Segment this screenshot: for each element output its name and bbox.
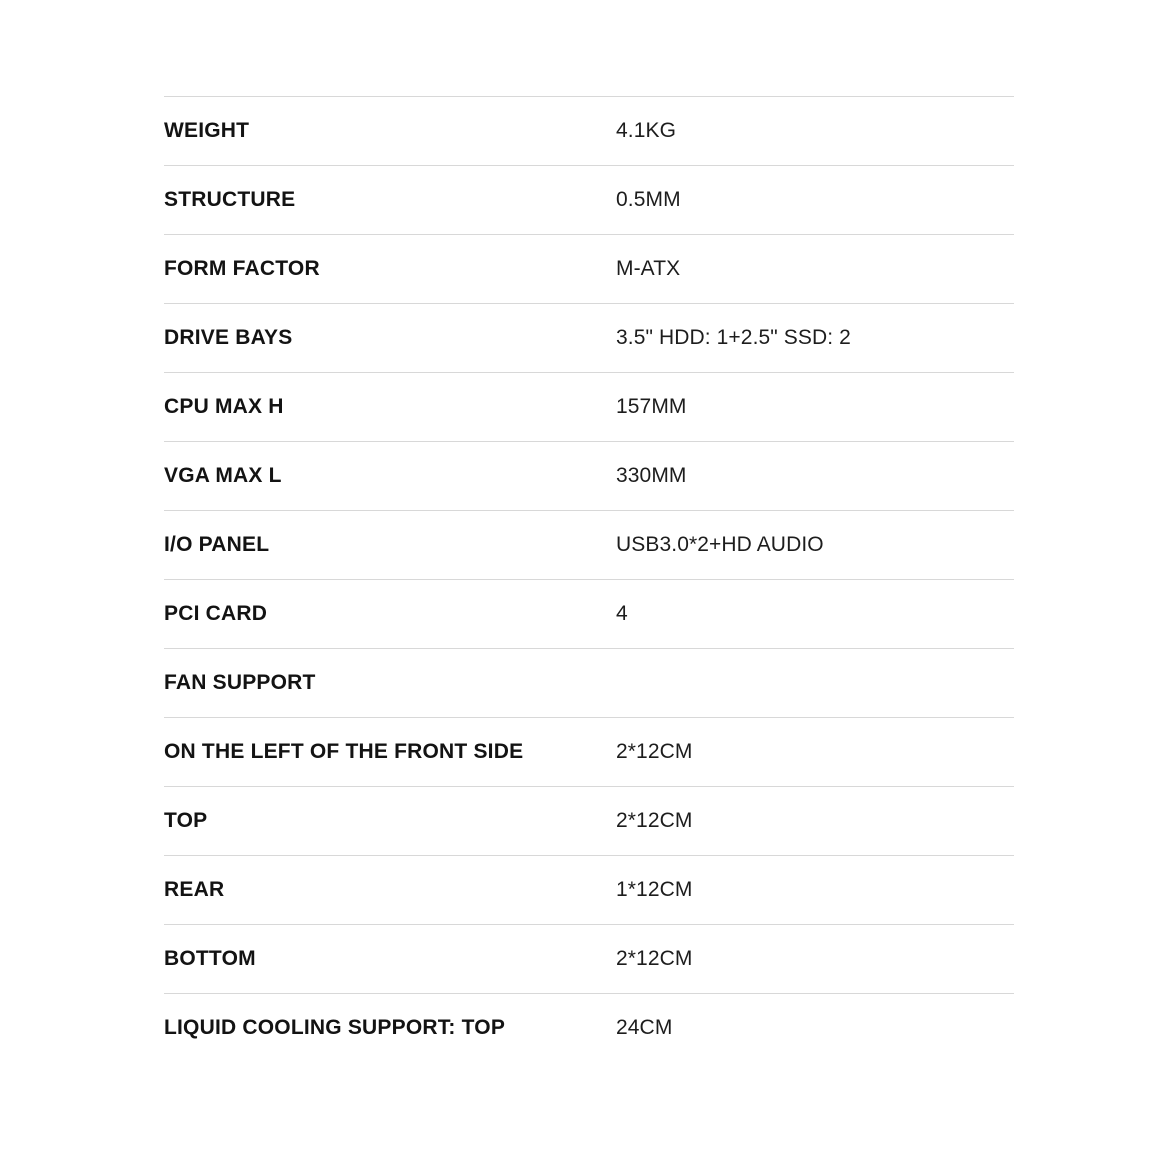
spec-value: 157MM <box>616 395 687 418</box>
spec-value: 3.5" HDD: 1+2.5" SSD: 2 <box>616 326 851 349</box>
table-row <box>164 786 1014 855</box>
table-row <box>164 372 1014 441</box>
spec-label: STRUCTURE <box>164 188 296 211</box>
spec-label: ON THE LEFT OF THE FRONT SIDE <box>164 740 524 763</box>
table-row <box>164 303 1014 372</box>
table-row <box>164 579 1014 648</box>
table-row <box>164 924 1014 993</box>
table-row <box>164 441 1014 510</box>
table-row <box>164 717 1014 786</box>
spec-label: CPU MAX H <box>164 395 284 418</box>
spec-label: BOTTOM <box>164 947 256 970</box>
spec-value: 4 <box>616 602 628 625</box>
spec-value: 1*12CM <box>616 878 693 901</box>
table-row <box>164 96 1014 165</box>
spec-label: TOP <box>164 809 208 832</box>
spec-value: 24CM <box>616 1015 673 1039</box>
spec-value: 0.5MM <box>616 188 681 211</box>
spec-value: M-ATX <box>616 257 681 280</box>
spec-label: FORM FACTOR <box>164 257 320 280</box>
spec-label: LIQUID COOLING SUPPORT: TOP <box>164 1015 506 1039</box>
specification-table <box>164 96 1014 1062</box>
spec-label: FAN SUPPORT <box>164 671 316 694</box>
spec-label: WEIGHT <box>164 119 250 142</box>
spec-value: USB3.0*2+HD AUDIO <box>616 533 824 556</box>
spec-label: REAR <box>164 878 225 901</box>
spec-value: 4.1KG <box>616 119 677 142</box>
table-row <box>164 855 1014 924</box>
spec-label: PCI CARD <box>164 602 268 625</box>
table-row <box>164 234 1014 303</box>
table-row <box>164 993 1014 1062</box>
spec-value: 2*12CM <box>616 947 693 970</box>
table-row <box>164 510 1014 579</box>
table-row <box>164 165 1014 234</box>
spec-label: VGA MAX L <box>164 464 282 487</box>
spec-label: DRIVE BAYS <box>164 326 293 349</box>
spec-value: 330MM <box>616 464 687 487</box>
spec-label: I/O PANEL <box>164 533 270 556</box>
table-row-section-header <box>164 648 1014 717</box>
spec-value: 2*12CM <box>616 740 693 763</box>
spec-value: 2*12CM <box>616 809 693 832</box>
